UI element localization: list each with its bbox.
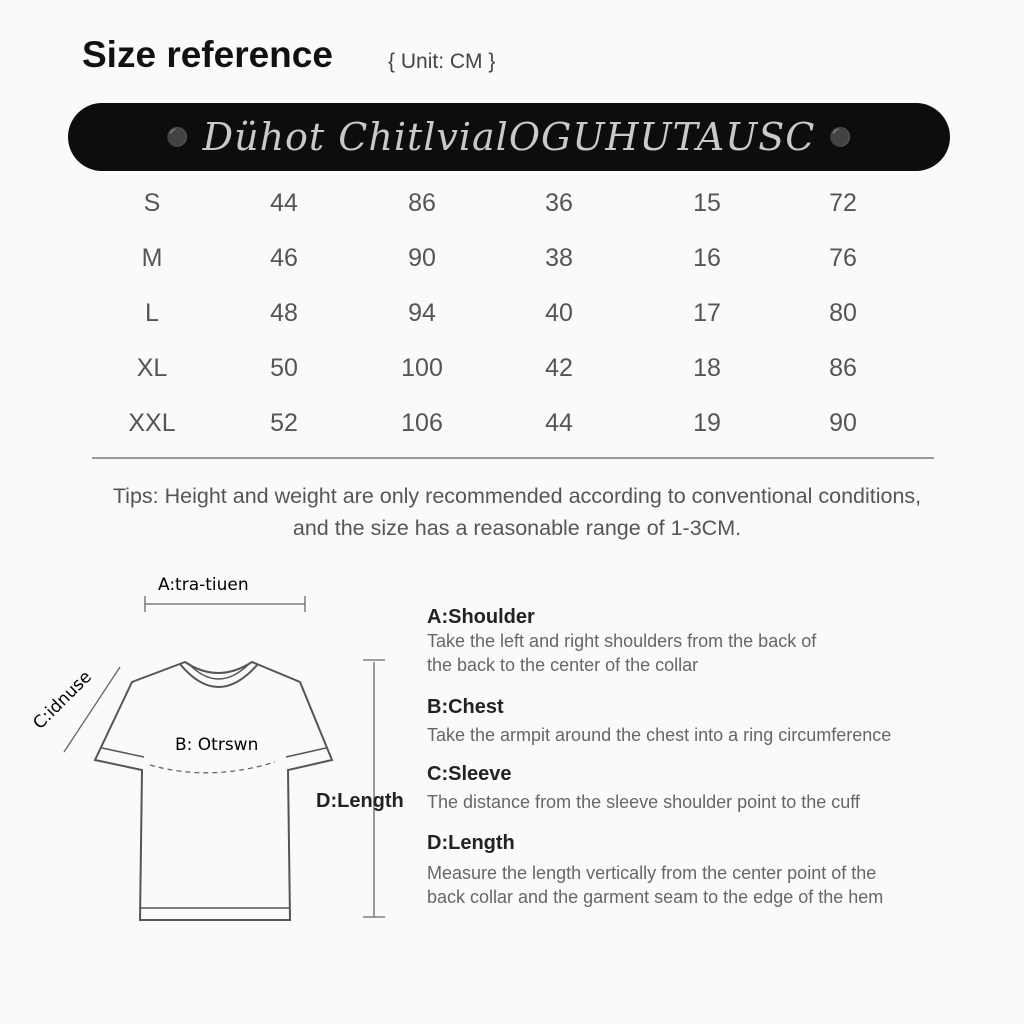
measurement-desc: Take the left and right shoulders from the back of <box>427 631 817 651</box>
table-cell: 46 <box>270 244 298 272</box>
table-cell: 50 <box>270 354 298 382</box>
table-cell: 44 <box>545 409 573 437</box>
table-cell: 94 <box>408 299 436 327</box>
length-label: D:Length <box>316 790 404 812</box>
table-row <box>90 176 930 231</box>
table-cell: 100 <box>401 354 443 382</box>
measurement-title: B:Chest <box>427 696 504 718</box>
table-cell: 86 <box>829 354 857 382</box>
table-cell: 36 <box>545 189 573 217</box>
table-row <box>90 286 930 341</box>
sleeve-label: C:idnuse <box>29 667 96 734</box>
table-cell: 17 <box>693 299 721 327</box>
table-cell: 90 <box>829 409 857 437</box>
table-cell: 40 <box>545 299 573 327</box>
table-row <box>90 396 930 451</box>
divider <box>92 457 934 459</box>
size-cell: L <box>145 299 159 327</box>
table-cell: 90 <box>408 244 436 272</box>
tshirt-outline <box>95 662 332 920</box>
banner-text: Dühot ChitlvialOGUHUTAUSC <box>202 115 816 159</box>
size-cell: XXL <box>128 409 176 437</box>
table-row <box>90 231 930 286</box>
measurement-desc: back collar and the garment seam to the edge of the hem <box>427 887 884 907</box>
table-cell: 48 <box>270 299 298 327</box>
table-cell: 38 <box>545 244 573 272</box>
chest-measure-line <box>150 762 275 773</box>
size-cell: S <box>143 189 161 217</box>
measurement-chest <box>427 696 891 747</box>
measurement-shoulder <box>427 606 816 677</box>
table-cell: 76 <box>829 244 857 272</box>
table-cell: 15 <box>693 189 721 217</box>
chest-label: B: Otrswn <box>175 735 259 755</box>
unit-label: { Unit: CM } <box>388 50 496 73</box>
measurement-desc: Take the armpit around the chest into a ring circumference <box>427 725 892 745</box>
table-cell: 72 <box>829 189 857 217</box>
table-cell: 80 <box>829 299 857 327</box>
measurement-title: A:Shoulder <box>427 606 535 628</box>
shoulder-label: A:tra-tiuen <box>158 575 249 595</box>
measurement-sleeve <box>427 763 860 814</box>
table-cell: 52 <box>270 409 298 437</box>
table-cell: 16 <box>693 244 721 272</box>
size-cell: XL <box>136 354 168 382</box>
table-cell: 106 <box>401 409 443 437</box>
page-title: Size reference <box>82 34 333 75</box>
decorative-icon-right: ⚫ <box>829 126 852 147</box>
table-row <box>90 341 930 396</box>
measurement-desc: The distance from the sleeve shoulder point to the cuff <box>427 792 860 812</box>
table-cell: 42 <box>545 354 573 382</box>
table-cell: 44 <box>270 189 298 217</box>
decorative-icon-left: ⚫ <box>166 126 189 147</box>
table-cell: 19 <box>693 409 721 437</box>
measurement-title: C:Sleeve <box>427 763 512 785</box>
measurement-title: D:Length <box>427 832 515 854</box>
size-table <box>90 176 930 451</box>
size-cell: M <box>141 244 163 272</box>
table-cell: 18 <box>693 354 721 382</box>
measurement-length <box>427 832 883 909</box>
measurement-desc: Measure the length vertically from the center point of the <box>427 863 877 883</box>
measurement-desc: the back to the center of the collar <box>427 655 699 675</box>
header-banner <box>68 103 950 171</box>
tshirt-diagram <box>20 560 440 940</box>
tips-text: Tips: Height and weight are only recommended according to conventional conditions, and the size has a reasonable range of 1-3CM. <box>112 484 922 540</box>
table-cell: 86 <box>408 189 436 217</box>
